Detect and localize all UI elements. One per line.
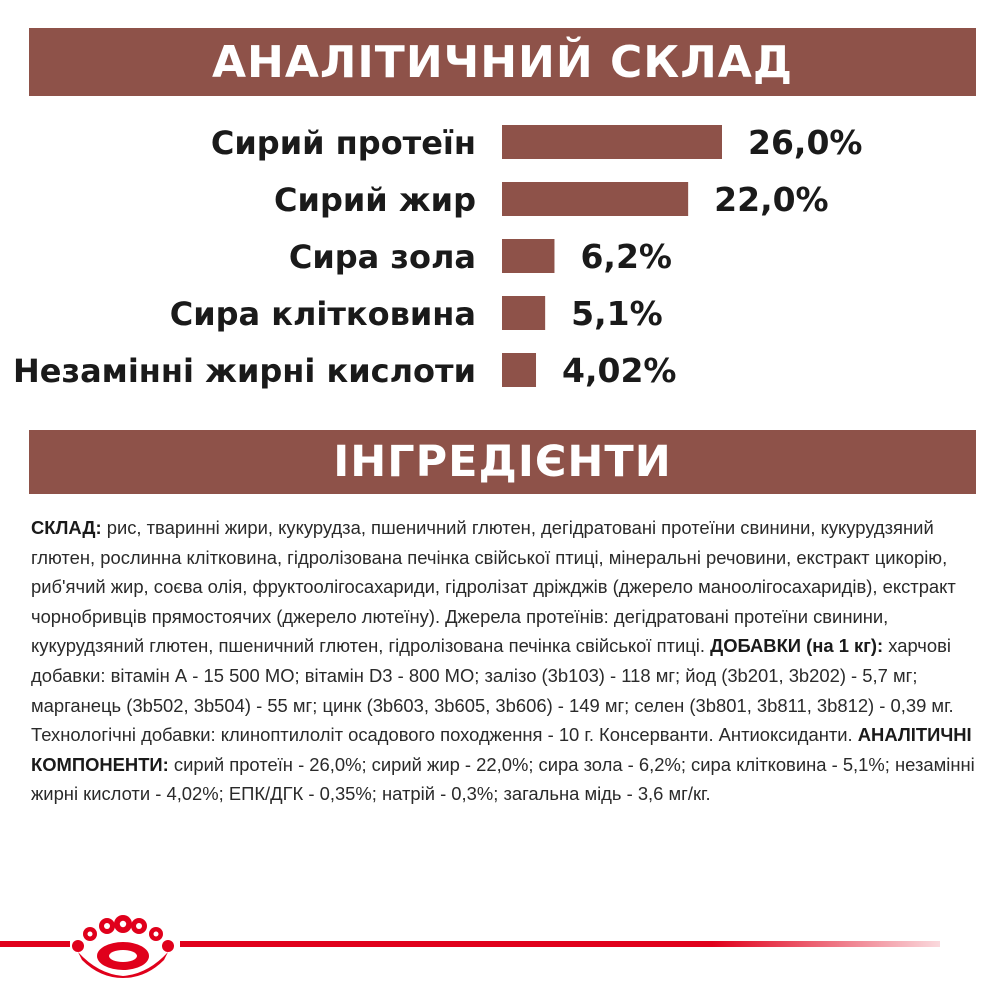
ingredients-text bbox=[31, 513, 976, 809]
bar bbox=[502, 296, 545, 330]
value-label: 4,02% bbox=[562, 351, 677, 390]
ingredients-segment: харчові добавки: вітамін А - 15 500 МО; вітамін D3 - 800 МО; залізо (3b103) - 118 мг; йод (3b201, 3b202) - 5,7 мг; марганець (3b502, 3b504) - 55 мг; цинк (3b603, 3b605, 3b606) - 149 мг; селен (3b801, 3b811, 3b812) - 0,39 мг. Технологічні добавки: клиноптилоліт осадового походження - 10 г. Консерванти. Антиоксиданти. bbox=[31, 635, 954, 746]
category-label: Сирий протеїн bbox=[210, 124, 476, 162]
category-label: Сира зола bbox=[288, 238, 476, 276]
value-label: 26,0% bbox=[748, 123, 863, 162]
category-label: Сирий жир bbox=[274, 181, 476, 219]
ingredients-heading: СКЛАД: bbox=[31, 517, 102, 538]
analytical-composition-chart bbox=[0, 100, 1000, 420]
ingredients-heading: ДОБАВКИ (на 1 кг): bbox=[710, 635, 884, 657]
ingredients-heading: АНАЛІТИЧНІ КОМПОНЕНТИ: bbox=[31, 724, 972, 775]
category-label: Сира клітковина bbox=[169, 295, 476, 333]
ingredients-header: ІНГРЕДІЄНТИ bbox=[29, 430, 976, 494]
value-label: 5,1% bbox=[571, 294, 663, 333]
crown-icon bbox=[68, 912, 178, 978]
bar bbox=[502, 125, 722, 159]
ingredients-segment: сирий протеїн - 26,0%; сирий жир - 22,0%; сира зола - 6,2%; сира клітковина - 5,1%; незамінні жирні кислоти - 4,02%; ЕПК/ДГК - 0,35%; натрій - 0,3%; загальна мідь - 3,6 мг/кг. bbox=[31, 753, 975, 805]
value-label: 22,0% bbox=[714, 180, 829, 219]
category-label: Незамінні жирні кислоти bbox=[12, 352, 476, 390]
footer-line-left bbox=[0, 941, 70, 947]
footer-line-right bbox=[180, 941, 940, 947]
bar bbox=[502, 239, 554, 273]
analytical-composition-header: АНАЛІТИЧНИЙ СКЛАД bbox=[29, 28, 976, 96]
ingredients-segment: рис, тваринні жири, кукурудза, пшеничний глютен, дегідратовані протеїни свинини, кукурудзяний глютен, рослинна клітковина, гідролізована печінка свійської птиці, мінеральні речовини, екстракт цикорію, риб'ячий жир, соєва олія, фруктоолігосахариди, гідролізат дріжджів (джерело маноолігосахаридів), екстракт чорнобривців прямостоячих (джерело лютеїну). Джерела протеїнів: дегідратовані протеїни свинини, кукурудзяний глютен, пшеничний глютен, гідролізована печінка свійської птиці. bbox=[31, 517, 956, 657]
bar bbox=[502, 353, 536, 387]
bar bbox=[502, 182, 688, 216]
value-label: 6,2% bbox=[580, 237, 672, 276]
